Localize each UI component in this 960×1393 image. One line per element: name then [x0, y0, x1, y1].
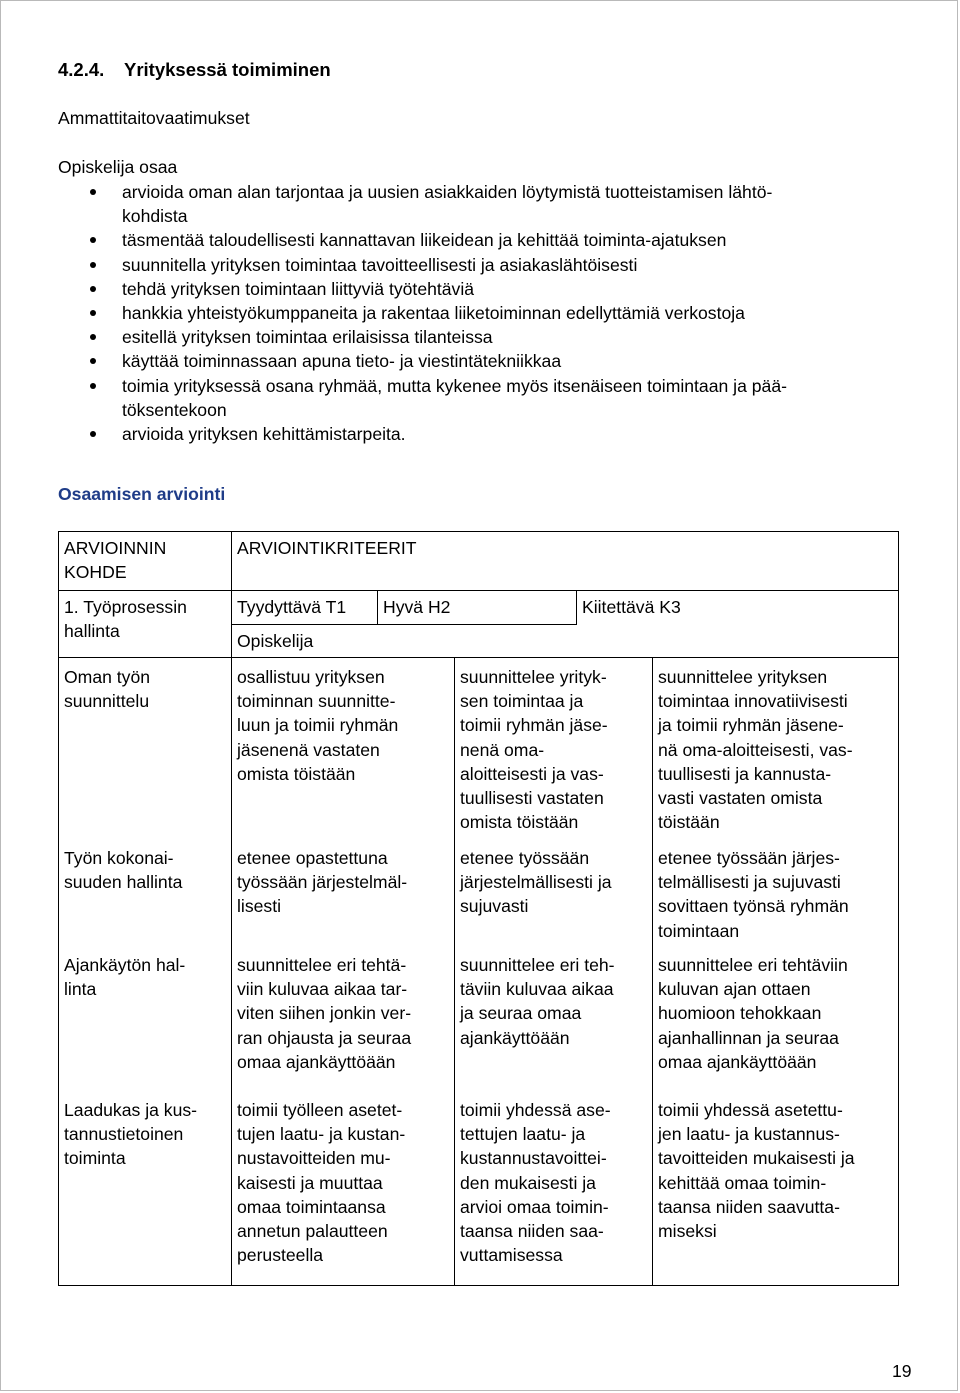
text-line: suunnittelee yrityk-: [460, 667, 607, 687]
text-line: nustavoitteiden mu-: [237, 1148, 391, 1169]
text-line: tujen laatu- ja kustan-: [237, 1124, 406, 1145]
text-line: 1. Työprosessin: [64, 597, 187, 617]
bullet-icon: [90, 431, 96, 437]
list-item: [58, 253, 908, 277]
text-line: kohdista: [122, 206, 188, 227]
text-line: kustannustavoittei-: [460, 1148, 607, 1169]
text-line: kuluvan ajan ottaen: [658, 979, 811, 1000]
text-line: omista töistään: [237, 763, 356, 784]
list-item-text: [122, 279, 474, 299]
text-line: kaisesti ja muuttaa: [237, 1172, 383, 1193]
text-line: aloitteisesti ja vas-: [460, 763, 604, 784]
text-line: tavoitteiden mukaisesti ja: [658, 1148, 855, 1169]
text-line: sen toimintaa ja: [460, 691, 584, 712]
criteria-header: ARVIOINTIKRITEERIT: [237, 538, 417, 558]
text-line: sovittaen työnsä ryhmän: [658, 896, 849, 917]
bullet-icon: [90, 286, 96, 292]
level-t1: Tyydyttävä T1: [237, 597, 347, 617]
list-item-text: [122, 424, 406, 444]
text-line: taansa niiden saavutta-: [658, 1196, 840, 1217]
text-line: suunnittelee eri tehtä-: [237, 955, 407, 975]
text-line: toimii yhdessä ase-: [460, 1100, 611, 1120]
text-line: vuttamisessa: [460, 1245, 563, 1266]
list-item: [58, 422, 908, 446]
list-item: [58, 228, 908, 252]
text-line: viten siihen jonkin ver-: [237, 1003, 412, 1024]
bullet-icon: [90, 334, 96, 340]
list-item-text: [122, 327, 493, 347]
text-line: toimii yhdessä asetettu-: [658, 1100, 843, 1120]
text-line: tuullisesti vastaten: [460, 788, 604, 809]
bullet-icon: [90, 383, 96, 389]
text-line: Laadukas ja kus-: [64, 1100, 198, 1120]
text-line: tuullisesti ja kannusta-: [658, 763, 832, 784]
text-line: den mukaisesti ja: [460, 1172, 596, 1193]
text-line: ajankäyttöään: [460, 1027, 570, 1048]
text-line: omaa toimintaansa: [237, 1196, 386, 1217]
text-line: ja seuraa omaa: [460, 1003, 582, 1024]
assessment-title: Osaamisen arviointi: [58, 484, 226, 504]
text-line: ajanhallinnan ja seuraa: [658, 1027, 839, 1048]
subheading: Ammattitaitovaatimukset: [58, 108, 250, 128]
text-line: suunnittelee yrityksen: [658, 667, 828, 687]
text-line: tannustietoinen: [64, 1124, 184, 1145]
list-item: [58, 374, 908, 422]
text-line: toimintaan: [658, 920, 740, 941]
text-line: toimii työlleen asetet-: [237, 1100, 403, 1120]
text-line: suunnitella yrityksen toimintaa tavoitteellisesti ja asiakaslähtöisesti: [122, 254, 638, 275]
bullet-icon: [90, 310, 96, 316]
text-line: telmällisesti ja sujuvasti: [658, 872, 841, 893]
text-line: suunnittelu: [64, 691, 150, 712]
text-line: töistään: [658, 812, 720, 833]
student-label: Opiskelija: [237, 631, 314, 651]
text-line: esitellä yrityksen toimintaa erilaisissa tilanteissa: [122, 327, 493, 348]
text-line: Oman työn: [64, 667, 151, 687]
text-line: työssään järjestelmäl-: [237, 872, 408, 893]
text-line: lisesti: [237, 896, 281, 917]
requirements-list: [58, 180, 908, 446]
text-line: toimia yrityksessä osana ryhmää, mutta kykenee myös itsenäiseen toimintaan ja pää-: [122, 375, 787, 396]
text-line: omista töistään: [460, 812, 579, 833]
bullet-icon: [90, 358, 96, 364]
text-line: täviin kuluvaa aikaa: [460, 979, 614, 1000]
text-line: jäsenenä vastaten: [237, 739, 380, 760]
bullet-icon: [90, 262, 96, 268]
text-line: toimintaa innovatiivisesti: [658, 691, 848, 712]
text-line: suunnittelee eri tehtäviin: [658, 955, 848, 975]
text-line: nenä oma-: [460, 739, 545, 760]
text-line: annetun palautteen: [237, 1221, 388, 1242]
text-line: hankkia yhteistyökumppaneita ja rakentaa liiketoiminnan edellyttämiä verkostoja: [122, 303, 745, 324]
text-line: arvioida yrityksen kehittämistarpeita.: [122, 424, 406, 445]
text-line: omaa ajankäyttöään: [658, 1051, 817, 1072]
text-line: täsmentää taloudellisesti kannattavan liikeidean ja kehittää toiminta-ajatuksen: [122, 230, 727, 251]
text-line: taansa niiden saa-: [460, 1221, 604, 1242]
section-title: Yrityksessä toimiminen: [124, 59, 331, 80]
level-k3: Kiitettävä K3: [582, 597, 681, 617]
list-item-text: [122, 230, 726, 250]
text-line: ran ohjausta ja seuraa: [237, 1027, 412, 1048]
text-line: etenee työssään: [460, 848, 590, 868]
text-line: ja toimii ryhmän jäsene-: [658, 715, 844, 736]
section-number: 4.2.4.: [58, 59, 105, 80]
text-line: käyttää toiminnassaan apuna tieto- ja viestintätekniikkaa: [122, 351, 562, 372]
text-line: vasti vastaten omista: [658, 788, 823, 809]
text-line: nä oma-aloitteisesti, vas-: [658, 739, 853, 760]
text-line: arvioida oman alan tarjontaa ja uusien asiakkaiden löytymistä tuotteistamisen lähtö-: [122, 182, 773, 202]
page-number: 19: [892, 1361, 912, 1381]
list-item-text: [122, 351, 561, 371]
text-line: kehittää omaa toimin-: [658, 1172, 827, 1193]
text-line: ARVIOINNIN: [64, 538, 167, 558]
text-line: huomioon tehokkaan: [658, 1003, 822, 1024]
text-line: toiminta: [64, 1148, 126, 1169]
list-item-text: [122, 303, 745, 323]
text-line: perusteella: [237, 1245, 324, 1266]
text-line: järjestelmällisesti ja: [460, 872, 612, 893]
bullet-icon: [90, 237, 96, 243]
text-line: sujuvasti: [460, 896, 529, 917]
text-line: etenee työssään järjes-: [658, 848, 840, 868]
text-line: töksentekoon: [122, 399, 227, 420]
text-line: suunnittelee eri teh-: [460, 955, 615, 975]
text-line: hallinta: [64, 621, 120, 642]
bullet-icon: [90, 189, 96, 195]
list-item: [58, 349, 908, 373]
intro-text: Opiskelija osaa: [58, 157, 178, 177]
text-line: miseksi: [658, 1221, 717, 1242]
list-item: [58, 325, 908, 349]
text-line: suuden hallinta: [64, 872, 183, 893]
text-line: arvioi omaa toimin-: [460, 1196, 609, 1217]
text-line: toimii ryhmän jäse-: [460, 715, 608, 736]
text-line: tehdä yrityksen toimintaan liittyviä työtehtäviä: [122, 278, 475, 299]
text-line: etenee opastettuna: [237, 848, 388, 868]
text-line: toiminnan suunnitte-: [237, 691, 396, 712]
section-heading: [58, 58, 331, 82]
text-line: Työn kokonai-: [64, 848, 174, 868]
list-item: [58, 180, 908, 228]
list-item-text: [122, 182, 772, 226]
list-item-text: [122, 376, 787, 420]
text-line: KOHDE: [64, 562, 127, 583]
level-h2: Hyvä H2: [383, 597, 451, 617]
text-line: osallistuu yrityksen: [237, 667, 385, 687]
text-line: luun ja toimii ryhmän: [237, 715, 399, 736]
text-line: Ajankäytön hal-: [64, 955, 186, 975]
list-item-text: [122, 255, 637, 275]
text-line: viin kuluvaa aikaa tar-: [237, 979, 408, 1000]
text-line: jen laatu- ja kustannus-: [658, 1124, 840, 1145]
list-item: [58, 277, 908, 301]
list-item: [58, 301, 908, 325]
text-line: linta: [64, 979, 97, 1000]
text-line: omaa ajankäyttöään: [237, 1051, 396, 1072]
text-line: tettujen laatu- ja: [460, 1124, 586, 1145]
